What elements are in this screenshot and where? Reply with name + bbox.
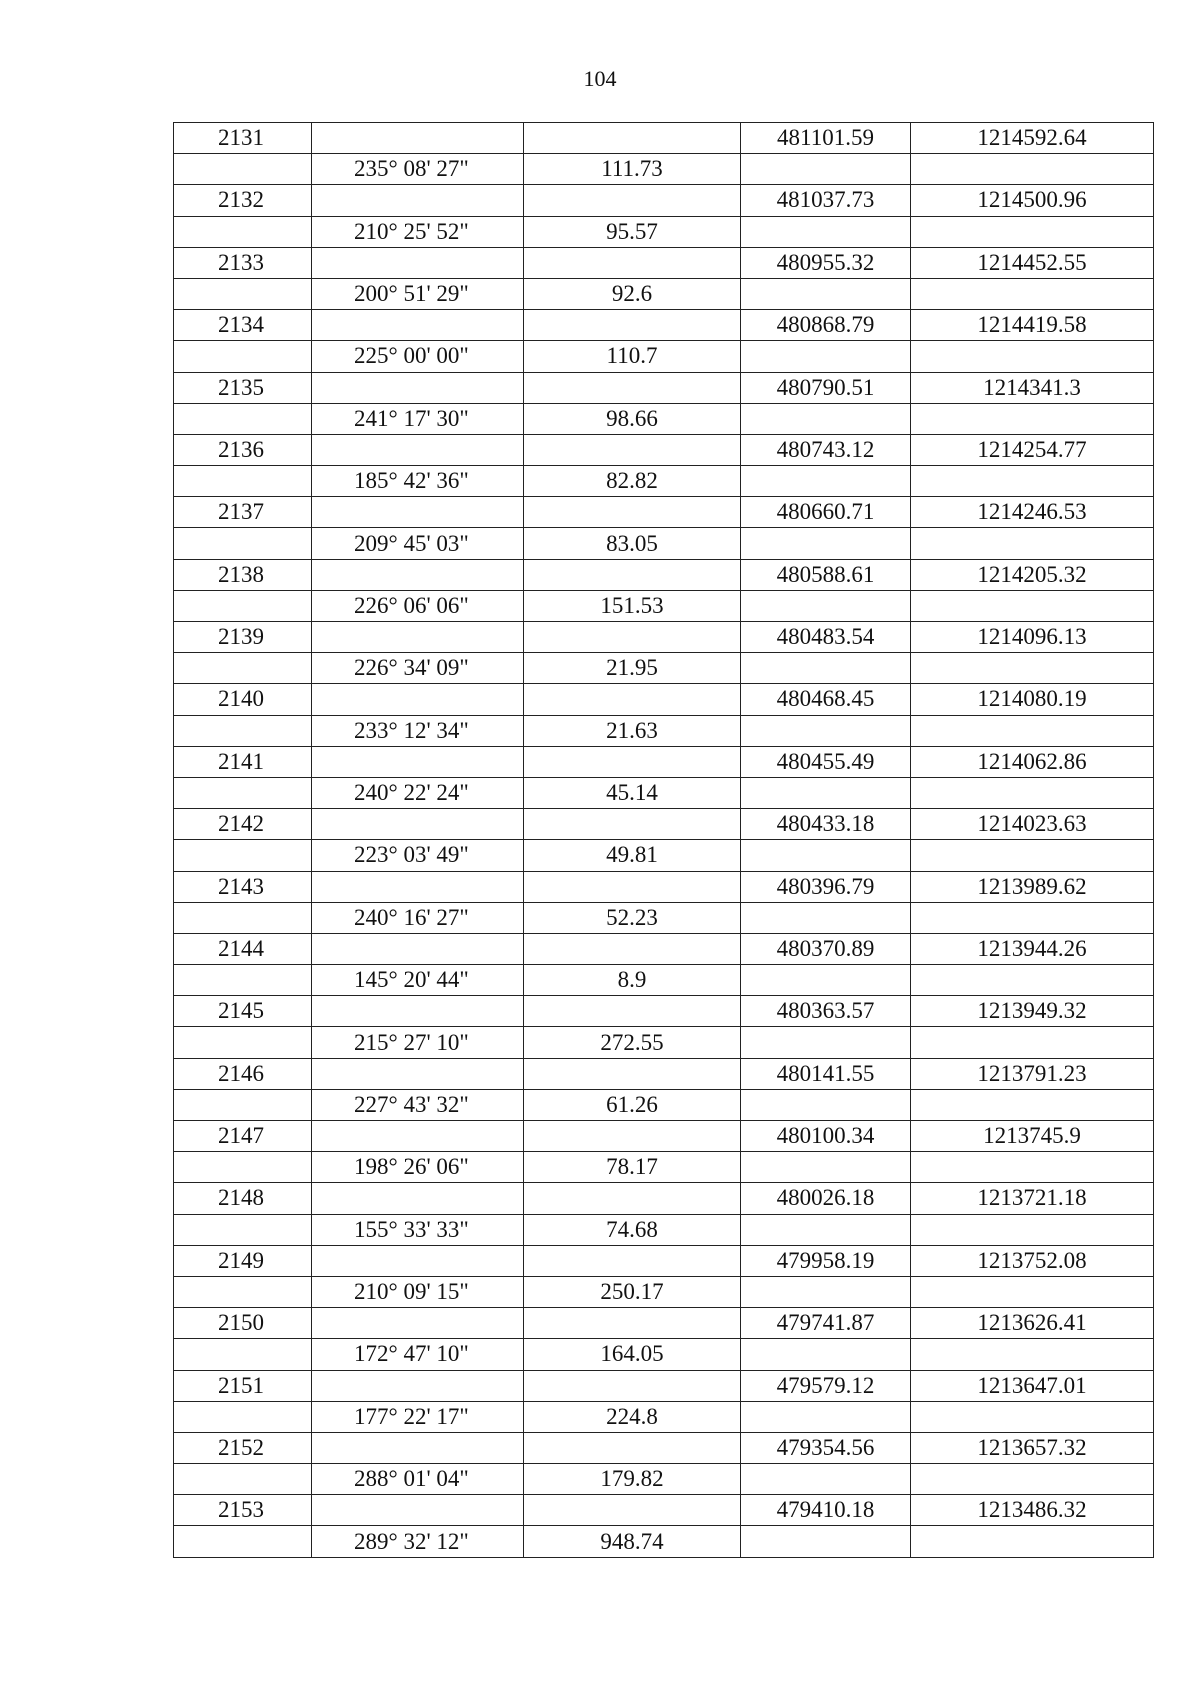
course-row xyxy=(174,403,1154,434)
bearing-cell: 225° 00' 00" xyxy=(312,341,524,372)
course-row xyxy=(174,715,1154,746)
station-cell: 2137 xyxy=(174,497,312,528)
empty-cell xyxy=(911,1214,1154,1245)
empty-cell xyxy=(911,403,1154,434)
northing-cell: 480790.51 xyxy=(741,372,911,403)
station-row xyxy=(174,1495,1154,1526)
easting-cell: 1213989.62 xyxy=(911,871,1154,902)
course-row xyxy=(174,278,1154,309)
empty-cell xyxy=(911,154,1154,185)
empty-cell xyxy=(524,746,741,777)
empty-cell xyxy=(524,434,741,465)
distance-cell: 98.66 xyxy=(524,403,741,434)
station-row xyxy=(174,123,1154,154)
empty-cell xyxy=(312,684,524,715)
empty-cell xyxy=(911,902,1154,933)
bearing-cell: 223° 03' 49" xyxy=(312,840,524,871)
empty-cell xyxy=(911,715,1154,746)
station-cell: 2147 xyxy=(174,1121,312,1152)
easting-cell: 1213486.32 xyxy=(911,1495,1154,1526)
empty-cell xyxy=(312,933,524,964)
course-row xyxy=(174,1214,1154,1245)
empty-cell xyxy=(741,403,911,434)
station-row xyxy=(174,372,1154,403)
course-row xyxy=(174,965,1154,996)
empty-cell xyxy=(741,154,911,185)
bearing-cell: 209° 45' 03" xyxy=(312,528,524,559)
distance-cell: 49.81 xyxy=(524,840,741,871)
page-number: 104 xyxy=(583,66,617,91)
station-row xyxy=(174,1245,1154,1276)
distance-cell: 179.82 xyxy=(524,1464,741,1495)
empty-cell xyxy=(312,123,524,154)
easting-cell: 1214096.13 xyxy=(911,622,1154,653)
distance-cell: 83.05 xyxy=(524,528,741,559)
distance-cell: 95.57 xyxy=(524,216,741,247)
bearing-cell: 145° 20' 44" xyxy=(312,965,524,996)
empty-cell xyxy=(911,466,1154,497)
station-cell: 2152 xyxy=(174,1432,312,1463)
empty-cell xyxy=(911,777,1154,808)
course-row xyxy=(174,590,1154,621)
empty-cell xyxy=(524,559,741,590)
northing-cell: 481037.73 xyxy=(741,185,911,216)
empty-cell xyxy=(524,310,741,341)
empty-cell xyxy=(524,1370,741,1401)
easting-cell: 1213944.26 xyxy=(911,933,1154,964)
empty-cell xyxy=(911,216,1154,247)
distance-cell: 272.55 xyxy=(524,1027,741,1058)
empty-cell xyxy=(741,528,911,559)
empty-cell xyxy=(312,871,524,902)
empty-cell xyxy=(524,996,741,1027)
station-row xyxy=(174,1308,1154,1339)
course-row xyxy=(174,1526,1154,1557)
easting-cell: 1213657.32 xyxy=(911,1432,1154,1463)
easting-cell: 1214062.86 xyxy=(911,746,1154,777)
empty-cell xyxy=(524,871,741,902)
empty-cell xyxy=(741,341,911,372)
empty-cell xyxy=(524,372,741,403)
station-row xyxy=(174,434,1154,465)
easting-cell: 1214023.63 xyxy=(911,809,1154,840)
northing-cell: 480370.89 xyxy=(741,933,911,964)
station-cell: 2140 xyxy=(174,684,312,715)
station-row xyxy=(174,622,1154,653)
northing-cell: 480868.79 xyxy=(741,310,911,341)
course-row xyxy=(174,528,1154,559)
empty-cell xyxy=(174,216,312,247)
course-row xyxy=(174,216,1154,247)
station-row xyxy=(174,1370,1154,1401)
station-cell: 2134 xyxy=(174,310,312,341)
empty-cell xyxy=(312,1058,524,1089)
empty-cell xyxy=(174,1276,312,1307)
station-row xyxy=(174,1058,1154,1089)
empty-cell xyxy=(312,1308,524,1339)
empty-cell xyxy=(312,746,524,777)
distance-cell: 164.05 xyxy=(524,1339,741,1370)
empty-cell xyxy=(312,185,524,216)
course-row xyxy=(174,1464,1154,1495)
empty-cell xyxy=(911,528,1154,559)
empty-cell xyxy=(174,1464,312,1495)
course-row xyxy=(174,840,1154,871)
empty-cell xyxy=(174,1152,312,1183)
empty-cell xyxy=(741,1401,911,1432)
empty-cell xyxy=(741,278,911,309)
bearing-cell: 289° 32' 12" xyxy=(312,1526,524,1557)
empty-cell xyxy=(911,341,1154,372)
empty-cell xyxy=(524,684,741,715)
distance-cell: 61.26 xyxy=(524,1089,741,1120)
bearing-cell: 172° 47' 10" xyxy=(312,1339,524,1370)
empty-cell xyxy=(911,1027,1154,1058)
empty-cell xyxy=(312,247,524,278)
bearing-cell: 240° 16' 27" xyxy=(312,902,524,933)
easting-cell: 1213791.23 xyxy=(911,1058,1154,1089)
easting-cell: 1214341.3 xyxy=(911,372,1154,403)
empty-cell xyxy=(312,559,524,590)
northing-cell: 479410.18 xyxy=(741,1495,911,1526)
empty-cell xyxy=(741,1214,911,1245)
course-row xyxy=(174,1027,1154,1058)
easting-cell: 1214452.55 xyxy=(911,247,1154,278)
empty-cell xyxy=(524,622,741,653)
empty-cell xyxy=(174,341,312,372)
station-row xyxy=(174,996,1154,1027)
empty-cell xyxy=(741,1526,911,1557)
empty-cell xyxy=(312,809,524,840)
course-row xyxy=(174,1089,1154,1120)
station-row xyxy=(174,1121,1154,1152)
station-cell: 2153 xyxy=(174,1495,312,1526)
station-cell: 2138 xyxy=(174,559,312,590)
empty-cell xyxy=(174,1089,312,1120)
empty-cell xyxy=(174,154,312,185)
course-row xyxy=(174,154,1154,185)
easting-cell: 1213647.01 xyxy=(911,1370,1154,1401)
empty-cell xyxy=(741,653,911,684)
empty-cell xyxy=(174,278,312,309)
empty-cell xyxy=(911,1276,1154,1307)
distance-cell: 74.68 xyxy=(524,1214,741,1245)
bearing-cell: 215° 27' 10" xyxy=(312,1027,524,1058)
bearing-cell: 210° 09' 15" xyxy=(312,1276,524,1307)
bearing-cell: 210° 25' 52" xyxy=(312,216,524,247)
empty-cell xyxy=(741,466,911,497)
northing-cell: 480468.45 xyxy=(741,684,911,715)
distance-cell: 948.74 xyxy=(524,1526,741,1557)
northing-cell: 480363.57 xyxy=(741,996,911,1027)
empty-cell xyxy=(174,403,312,434)
empty-cell xyxy=(524,933,741,964)
bearing-cell: 233° 12' 34" xyxy=(312,715,524,746)
empty-cell xyxy=(174,528,312,559)
course-row xyxy=(174,902,1154,933)
empty-cell xyxy=(524,247,741,278)
northing-cell: 480483.54 xyxy=(741,622,911,653)
empty-cell xyxy=(741,902,911,933)
empty-cell xyxy=(174,777,312,808)
empty-cell xyxy=(911,840,1154,871)
empty-cell xyxy=(911,1526,1154,1557)
easting-cell: 1214592.64 xyxy=(911,123,1154,154)
station-cell: 2146 xyxy=(174,1058,312,1089)
distance-cell: 21.63 xyxy=(524,715,741,746)
empty-cell xyxy=(174,902,312,933)
empty-cell xyxy=(524,123,741,154)
empty-cell xyxy=(524,1495,741,1526)
northing-cell: 479741.87 xyxy=(741,1308,911,1339)
bearing-cell: 226° 06' 06" xyxy=(312,590,524,621)
northing-cell: 480588.61 xyxy=(741,559,911,590)
station-row xyxy=(174,497,1154,528)
bearing-cell: 185° 42' 36" xyxy=(312,466,524,497)
empty-cell xyxy=(312,372,524,403)
easting-cell: 1213626.41 xyxy=(911,1308,1154,1339)
bearing-cell: 288° 01' 04" xyxy=(312,1464,524,1495)
distance-cell: 224.8 xyxy=(524,1401,741,1432)
empty-cell xyxy=(911,653,1154,684)
course-row xyxy=(174,653,1154,684)
course-row xyxy=(174,1339,1154,1370)
distance-cell: 52.23 xyxy=(524,902,741,933)
empty-cell xyxy=(174,590,312,621)
station-row xyxy=(174,871,1154,902)
empty-cell xyxy=(741,1276,911,1307)
empty-cell xyxy=(312,1432,524,1463)
bearing-cell: 241° 17' 30" xyxy=(312,403,524,434)
empty-cell xyxy=(741,1089,911,1120)
distance-cell: 78.17 xyxy=(524,1152,741,1183)
empty-cell xyxy=(741,715,911,746)
empty-cell xyxy=(174,466,312,497)
empty-cell xyxy=(741,777,911,808)
station-cell: 2141 xyxy=(174,746,312,777)
northing-cell: 480141.55 xyxy=(741,1058,911,1089)
empty-cell xyxy=(174,1401,312,1432)
empty-cell xyxy=(174,1027,312,1058)
empty-cell xyxy=(312,497,524,528)
empty-cell xyxy=(524,809,741,840)
empty-cell xyxy=(911,1152,1154,1183)
station-cell: 2132 xyxy=(174,185,312,216)
station-cell: 2144 xyxy=(174,933,312,964)
empty-cell xyxy=(174,1526,312,1557)
course-row xyxy=(174,777,1154,808)
empty-cell xyxy=(174,840,312,871)
northing-cell: 480660.71 xyxy=(741,497,911,528)
course-row xyxy=(174,1152,1154,1183)
station-cell: 2131 xyxy=(174,123,312,154)
distance-cell: 92.6 xyxy=(524,278,741,309)
empty-cell xyxy=(741,840,911,871)
empty-cell xyxy=(312,1370,524,1401)
course-row xyxy=(174,341,1154,372)
empty-cell xyxy=(741,1152,911,1183)
easting-cell: 1214246.53 xyxy=(911,497,1154,528)
northing-cell: 480955.32 xyxy=(741,247,911,278)
distance-cell: 8.9 xyxy=(524,965,741,996)
empty-cell xyxy=(741,1339,911,1370)
empty-cell xyxy=(312,1121,524,1152)
northing-cell: 480100.34 xyxy=(741,1121,911,1152)
station-cell: 2145 xyxy=(174,996,312,1027)
easting-cell: 1213752.08 xyxy=(911,1245,1154,1276)
station-cell: 2136 xyxy=(174,434,312,465)
empty-cell xyxy=(911,1089,1154,1120)
empty-cell xyxy=(524,497,741,528)
northing-cell: 480396.79 xyxy=(741,871,911,902)
distance-cell: 21.95 xyxy=(524,653,741,684)
easting-cell: 1214254.77 xyxy=(911,434,1154,465)
station-row xyxy=(174,559,1154,590)
station-cell: 2142 xyxy=(174,809,312,840)
northing-cell: 480455.49 xyxy=(741,746,911,777)
empty-cell xyxy=(312,310,524,341)
northing-cell: 480026.18 xyxy=(741,1183,911,1214)
empty-cell xyxy=(524,1058,741,1089)
table-body xyxy=(174,123,1154,1558)
station-row xyxy=(174,1183,1154,1214)
bearing-cell: 235° 08' 27" xyxy=(312,154,524,185)
course-row xyxy=(174,466,1154,497)
empty-cell xyxy=(911,590,1154,621)
station-cell: 2143 xyxy=(174,871,312,902)
distance-cell: 250.17 xyxy=(524,1276,741,1307)
empty-cell xyxy=(174,965,312,996)
course-row xyxy=(174,1401,1154,1432)
easting-cell: 1214205.32 xyxy=(911,559,1154,590)
northing-cell: 479958.19 xyxy=(741,1245,911,1276)
course-row xyxy=(174,1276,1154,1307)
station-row xyxy=(174,746,1154,777)
northing-cell: 479354.56 xyxy=(741,1432,911,1463)
bearing-cell: 155° 33' 33" xyxy=(312,1214,524,1245)
northing-cell: 481101.59 xyxy=(741,123,911,154)
empty-cell xyxy=(741,965,911,996)
northing-cell: 480743.12 xyxy=(741,434,911,465)
bearing-cell: 226° 34' 09" xyxy=(312,653,524,684)
distance-cell: 111.73 xyxy=(524,154,741,185)
empty-cell xyxy=(741,590,911,621)
empty-cell xyxy=(524,1308,741,1339)
easting-cell: 1213949.32 xyxy=(911,996,1154,1027)
distance-cell: 82.82 xyxy=(524,466,741,497)
empty-cell xyxy=(741,1464,911,1495)
empty-cell xyxy=(312,622,524,653)
station-row xyxy=(174,684,1154,715)
empty-cell xyxy=(524,1121,741,1152)
station-cell: 2148 xyxy=(174,1183,312,1214)
station-row xyxy=(174,933,1154,964)
empty-cell xyxy=(524,1432,741,1463)
empty-cell xyxy=(312,1245,524,1276)
bearing-cell: 200° 51' 29" xyxy=(312,278,524,309)
empty-cell xyxy=(312,996,524,1027)
station-cell: 2151 xyxy=(174,1370,312,1401)
empty-cell xyxy=(174,715,312,746)
station-cell: 2133 xyxy=(174,247,312,278)
bearing-cell: 227° 43' 32" xyxy=(312,1089,524,1120)
station-row xyxy=(174,1432,1154,1463)
distance-cell: 45.14 xyxy=(524,777,741,808)
easting-cell: 1213721.18 xyxy=(911,1183,1154,1214)
northing-cell: 479579.12 xyxy=(741,1370,911,1401)
station-cell: 2149 xyxy=(174,1245,312,1276)
bearing-cell: 240° 22' 24" xyxy=(312,777,524,808)
survey-coordinate-table xyxy=(173,122,1154,1558)
empty-cell xyxy=(524,185,741,216)
easting-cell: 1214419.58 xyxy=(911,310,1154,341)
station-row xyxy=(174,185,1154,216)
bearing-cell: 198° 26' 06" xyxy=(312,1152,524,1183)
empty-cell xyxy=(312,1183,524,1214)
distance-cell: 110.7 xyxy=(524,341,741,372)
station-row xyxy=(174,247,1154,278)
empty-cell xyxy=(741,216,911,247)
bearing-cell: 177° 22' 17" xyxy=(312,1401,524,1432)
empty-cell xyxy=(312,434,524,465)
empty-cell xyxy=(911,1339,1154,1370)
station-cell: 2139 xyxy=(174,622,312,653)
empty-cell xyxy=(174,653,312,684)
easting-cell: 1214500.96 xyxy=(911,185,1154,216)
empty-cell xyxy=(741,1027,911,1058)
empty-cell xyxy=(174,1214,312,1245)
empty-cell xyxy=(911,965,1154,996)
empty-cell xyxy=(911,1401,1154,1432)
empty-cell xyxy=(174,1339,312,1370)
station-cell: 2150 xyxy=(174,1308,312,1339)
northing-cell: 480433.18 xyxy=(741,809,911,840)
station-row xyxy=(174,809,1154,840)
empty-cell xyxy=(911,1464,1154,1495)
easting-cell: 1214080.19 xyxy=(911,684,1154,715)
easting-cell: 1213745.9 xyxy=(911,1121,1154,1152)
station-cell: 2135 xyxy=(174,372,312,403)
station-row xyxy=(174,310,1154,341)
empty-cell xyxy=(524,1245,741,1276)
distance-cell: 151.53 xyxy=(524,590,741,621)
empty-cell xyxy=(524,1183,741,1214)
empty-cell xyxy=(911,278,1154,309)
empty-cell xyxy=(312,1495,524,1526)
